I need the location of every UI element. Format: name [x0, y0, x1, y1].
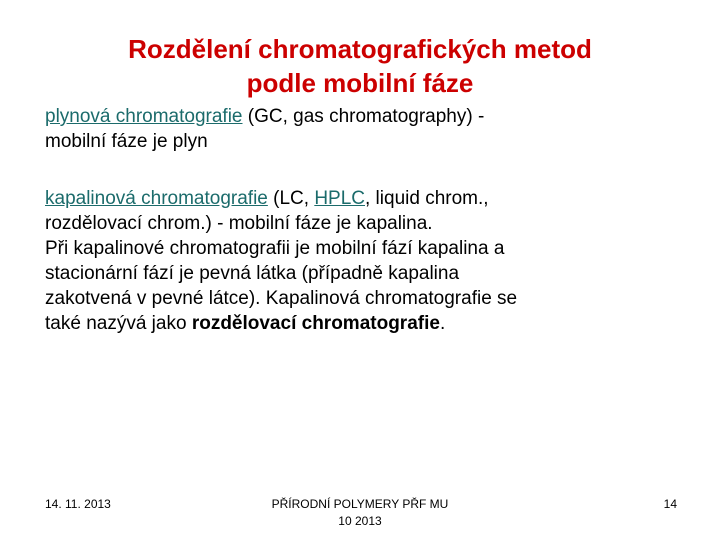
footer-date: 14. 11. 2013 — [45, 497, 111, 511]
hplc-link[interactable]: HPLC — [314, 188, 365, 209]
liquid-chromatography-text-a: (LC, — [267, 188, 315, 209]
liquid-chromatography-paragraph — [45, 186, 685, 336]
footer-course-line-2: 10 2013 — [338, 514, 382, 528]
footer-course — [230, 496, 490, 530]
slide-title-line-2: podle mobilní fáze — [246, 68, 474, 98]
gas-chromatography-link[interactable]: plynová chromatografie — [45, 106, 243, 127]
gas-chromatography-text-1: (GC, gas chromatography) - — [242, 106, 485, 127]
liquid-chromatography-text-b: , liquid chrom., — [365, 188, 489, 209]
liquid-chromatography-line-6-end: . — [439, 313, 446, 334]
footer-course-line-1: PŘÍRODNÍ POLYMERY PŘF MU — [271, 497, 449, 511]
gas-chromatography-text-2: mobilní fáze je plyn — [45, 131, 208, 152]
liquid-chromatography-link[interactable]: kapalinová chromatografie — [45, 188, 268, 209]
gas-chromatography-paragraph — [45, 104, 685, 154]
liquid-chromatography-line-4: stacionární fází je pevná látka (případně kapalina — [45, 263, 460, 284]
partition-chromatography-term: rozdělovací chromatografie — [191, 313, 440, 334]
liquid-chromatography-line-2: rozdělovací chrom.) - mobilní fáze je kapalina. — [45, 213, 433, 234]
liquid-chromatography-line-5: zakotvená v pevné látce). Kapalinová chromatografie se — [45, 288, 518, 309]
footer-page-number: 14 — [663, 497, 677, 511]
liquid-chromatography-line-3: Při kapalinové chromatografii je mobilní fází kapalina a — [45, 238, 505, 259]
slide-title — [40, 32, 680, 100]
slide-title-line-1: Rozdělení chromatografických metod — [128, 34, 592, 64]
liquid-chromatography-line-6-start: také nazývá jako — [45, 313, 192, 334]
